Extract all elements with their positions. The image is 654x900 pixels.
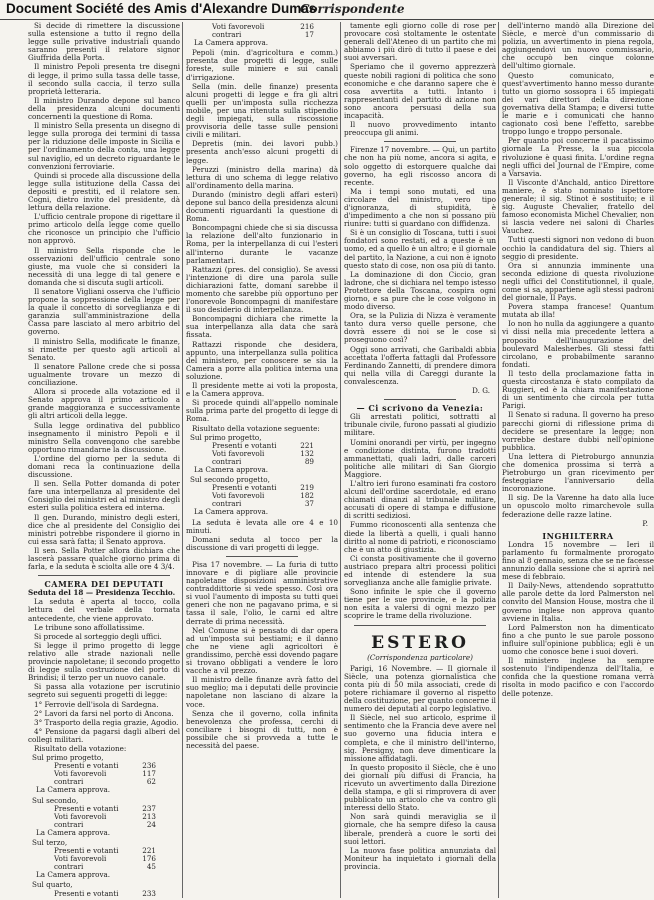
vote-block <box>28 797 180 837</box>
paragraph: Il ministro Pepoli presenta tre disegni di legge, il primo sulla tassa delle tasse, il secondo sulla caccia, il terzo sulla proprietà letteraria. <box>28 62 180 96</box>
paragraph: Il ministro Sella, modificate le finanze, si rimette per questo agli articoli al Senato. <box>28 336 180 362</box>
paragraph: dell'interno mandò alla Direzione del Siècle, e mercè d'un commissario di polizia, un avvertimento in piena regola, aggiungendovi un nuovo commissario, che occupò ben cinque colonne dell'ultimo giornale. <box>502 22 654 71</box>
vote-block <box>28 754 180 794</box>
paragraph: 1° Ferrovie dell'isola di Sardegna. <box>34 699 159 709</box>
paragraph: Nel Comune si è pensato di dar opera ad un'imposta sui bestiami; e il danno che ne viene agli agricoltori è grandissimo, perchè essi dovendo pagare si trovano obbligati a vendere le loro vacche a vil prezzo. <box>186 625 338 676</box>
paragraph: L'altro ieri furono esaminati fra costoro alcuni dell'ordine sacerdotale, ed erano chiamati dinanzi al tribunale militare, accusati di opere di stampa e diffusione di scritti sediziosi. <box>344 478 496 521</box>
paragraph: Gli arrestati politici, sottratti al tribunale civile, furono passati al giudizio militare. <box>344 412 496 438</box>
signature: D. G. <box>472 386 490 396</box>
vote-label: Presenti e votanti <box>212 440 277 450</box>
paragraph: Si è un consiglio di Toscana, tutti i suoi fondatori sono restati, ed a queste è un uomo, ed a quello è un altro; e il giornale del partito, la Nazione, a cui non è ignoto questo stato di cose, non osa più di tanto. <box>344 228 496 270</box>
vote-label: contrari <box>54 819 84 829</box>
paragraph: Il ministro Durando depone sul banco della presidenza alcuni documenti concernenti la questione di Roma. <box>28 95 180 122</box>
vote-result: La Camera approva. <box>194 464 269 474</box>
vote-label: Voti favorevoli <box>212 448 265 458</box>
section-divider <box>354 625 486 626</box>
vote-count: 221 <box>142 846 156 856</box>
paragraph: Il testo della proclamazione fatta in questa circostanza è stato compilato da Ruggieri, ed è la chiara manifestazione di un sentimento che circola per tutta Parigi. <box>502 368 654 411</box>
paragraph: Sono infinite le spie che il governo tiene per le sue provincie, e la polizia non esita a valersi di ogni mezzo per scoprire le trame della rivoluzione. <box>344 587 496 621</box>
paragraph: Il ministro Sella presenta un disegno di legge sulla proroga dei termini di tassa per la riduzione delle imposte in Sicilia e per l'ordinamento della conta, una legge sul naviglio, ed un decreto riguardante le convenzioni ferroviarie. <box>28 121 180 171</box>
paragraph: Il sen. Sella Potter allora dichiara che lascerà passare qualche giorno prima di farla, e la seduta è sciolta alle ore 4 3/4. <box>28 545 180 572</box>
column-3 <box>344 22 496 898</box>
vote-row <box>186 450 338 458</box>
paragraph: Durando (ministro degli affari esteri) depone sul banco della presidenza alcuni documenti riguardanti la questione di Roma. <box>186 189 338 224</box>
paragraph: Ma i tempi sono mutati, ed una circolare del ministro, vero tipo d'ignoranza, di stupidità, è d'impedimento a che non si possano più riunire: tutti si guardano con diffidenza. <box>344 186 496 229</box>
column-rule <box>182 22 183 898</box>
vote-label: contrari <box>54 862 84 872</box>
paragraph: Il Daily-News, attendendo soprattutto alle parole dette da lord Palmerston nel convito del Mansion House, mostra che il governo inglese non approva quanto avviene in Italia. <box>502 581 654 623</box>
paragraph: Questo comunicato, e quest'avvertimento hanno messo durante tutto un giorno sossopra i 65 impiegati dei vari direttori della direzione governativa della Stampa; e diversi tutte le marie e i comunicati che hanno cagionato così bene l'effetto, sarebbe troppo lungo e troppo personale. <box>502 70 654 137</box>
vote-row <box>186 23 338 31</box>
vote-count: 219 <box>300 483 314 493</box>
paragraph: 4° Pensione da pagarsi dagli alberi del collegi militari. <box>28 726 180 744</box>
column-4 <box>502 22 654 898</box>
session-line: Seduta del 18 — Presidenza Tecchio. <box>28 588 176 598</box>
paragraph: Boncompagni dichiara che rimette la sua interpellanza alla data che sarà fissata. <box>186 314 338 340</box>
paragraph: Sulla legge ordinativa del pubblico insegnamento il ministro Pepoli e il ministro Sella convengono che sarebbe opportuno rimandarne la discussione. <box>28 420 180 454</box>
vote-label: Presenti e votanti <box>212 483 277 493</box>
vote-block <box>186 476 338 516</box>
vote-count: 62 <box>146 777 156 787</box>
paragraph: Il ministro delle finanze avrà fatto del suo meglio; ma i deputati delle provincie napoletane non lasciano di alzare la voce. <box>186 675 338 709</box>
watermark: Document Société des Amis d'Alexandre Dumas <box>6 1 317 16</box>
vote-label: Voti favorevoli <box>54 769 107 779</box>
paragraph: Senza che il governo, colla infinita benevolenza che professa, cerchi di conciliare i bisogni di tutti, non è possibile che si provveda a tutte le necessità del paese. <box>186 708 338 750</box>
signature: P. <box>642 518 648 528</box>
vote-result: La Camera approva. <box>36 785 111 795</box>
section-heading: — Ci scrivono da Venezia: <box>356 403 484 414</box>
paragraph: Il sen. Sella Potter domanda di poter fare una interpellanza al presidente del Consiglio dei ministri ed al ministro degli esteri sulla politica estera ed interna. <box>28 479 180 513</box>
paragraph: Speriamo che il governo apprezzerà queste nobili ragioni di politica che sono economiche e che daranno sapere che è cosa avvertita a tutti. Intanto i rappresentanti del partito di azione non sono ancora persuasi della sua incapacità. <box>344 62 496 121</box>
paragraph: Io non ho nulla da aggiungere a quanto vi dissi nella mia precedente lettera a proposito dell'inaugurazione del boulevard Malesherbes. Gli stessi fatti circolano, e probabilmente saranno fondati. <box>502 319 654 369</box>
column-1 <box>28 22 180 898</box>
vote-row <box>186 492 338 500</box>
vote-intro: Risultato della votazione: <box>34 743 127 753</box>
vote-count: 132 <box>300 448 314 458</box>
vote-block <box>186 434 338 474</box>
section-divider <box>384 399 456 400</box>
paragraph: Lord Palmerston non ha dimenticato fino a che punto le sue parole possono influire sull'opinione pubblica; egli è un uomo che conosce bene i suoi doveri. <box>502 622 654 657</box>
paragraph: Si legge il primo progetto di legge relativo alle strade nazionali nelle provincie napoletane; il secondo progetto di legge sulla costruzione del porto di Brindisi; il terzo per un nuovo canale. <box>28 640 180 683</box>
vote-title: Sul quarto, <box>32 880 73 890</box>
vote-label: Voti favorevoli <box>212 22 265 31</box>
paragraph: Depretis (min. dei lavori pubb.) presenta anch'esso alcuni progetti di legge. <box>186 139 338 165</box>
vote-title: Sul primo progetto, <box>32 753 104 763</box>
paragraph: Il senatore Vigliani osserva che l'ufficio propone la soppressione della legge per la quale il concetto di sorveglianza e di garanzia sull'amministrazione della Cassa pare lasciato al mero arbitrio del governo. <box>28 287 180 337</box>
vote-title: Sul secondo progetto, <box>190 475 270 485</box>
paragraph: Boncompagni chiede che si sia discussa la relazione dell'alto funzionario in Roma, per la interpellanza di cui l'esteri all'interno durante le vacanze parlamentari. <box>186 223 338 265</box>
vote-label: contrari <box>212 456 242 466</box>
vote-row <box>28 855 180 863</box>
paragraph: Rattazzi risponde che desidera, appunto, una interpellanza sulla politica del ministero, per conoscere se sia la Camera a porre alla politica interna una soluzione. <box>186 339 338 381</box>
vote-intro: Risultato della votazione seguente: <box>192 423 320 433</box>
paragraph: Per quanto poi concerne il pacatissimo giornale La Presse, la sua piccola rivoluzione è quasi finita. L'ordine regna negli uffici del Journal de l'Empire, come a Varsavia. <box>502 136 654 178</box>
column-rule <box>340 22 341 898</box>
vote-label: Presenti e votanti <box>54 888 119 898</box>
vote-count: 17 <box>304 30 314 40</box>
vote-result: La Camera approva. <box>194 507 269 517</box>
paragraph: Il presidente mette ai voti la proposta, e la Camera approva. <box>186 381 338 399</box>
vote-result: La Camera approva. <box>36 827 111 837</box>
vote-title: Sul primo progetto, <box>190 432 262 442</box>
vote-count: 216 <box>300 22 314 31</box>
paragraph: Il gen. Durando, ministro degli esteri, dice che al presidente del Consiglio dei ministri potrebbe rispondere il giorno in cui essa sarà fatta; il Senato approva. <box>28 512 180 546</box>
section-divider <box>226 556 298 557</box>
paragraph: Fummo riconoscenti alla sentenza che diede la libertà a quelli, i quali hanno diritto al nome di patrioti, e riconosciamo che è un atto di giustizia. <box>344 520 496 554</box>
paragraph: Il sig. De la Varenne ha dato alla luce un opuscolo molto rimarchevole sulla federazione delle razze latine. <box>502 493 654 519</box>
paragraph: tamente egli giorno colle di rose per provocare così stoltamente le ostentate generali dell'Ateneo di un partito che mi abbiamo i più dirò di tutto il paese e dei suoi avversari. <box>344 22 496 63</box>
paragraph: Rattazzi (pres. del consiglio). Se avessi l'intenzione di dire una parola sulle dichiarazioni fatte, domani sarebbe il momento che sarebbe più opportuno per l'onorevole Boncompagni di manifestare il suo desiderio di interpellanza. <box>186 264 338 315</box>
paragraph: Pisa 17 novembre. — La furia di tutto innovare e di pigliare alle provincie napoletane disposizioni amministrative contraddittorie si vede spesso. Così ora si vuol l'aumento di imposta su tutti quei generi che non ne pagavano prima, e si tassa il sale, l'olio, le carni ed altre derrate di prima necessità. <box>186 559 338 626</box>
paragraph: Il ministro Sella risponde che le osservazioni dell'ufficio centrale sono giuste, ma vuole che si consideri la necessità di una legge di tal genere e domanda che si discuta sugli articoli. <box>28 245 180 287</box>
paragraph: 3° Trasporto della regia grazie, Agodio. <box>34 717 179 727</box>
vote-row <box>28 890 180 898</box>
vote-result: La Camera approva. <box>194 38 269 48</box>
paragraph: Firenze 17 novembre. — Qui, un partito che non ha più nome, ancora si agita, e solo oggetto di estorquere qualche dai governo, ha egli riscosso ancora di recente. <box>344 145 496 187</box>
paragraph: Pepoli (min. d'agricoltura e comm.) presenta due progetti di legge, sulle foreste, sulle miniere e sui canali d'irrigazione. <box>186 48 338 82</box>
paragraph: Tutti questi signori non vedono di buon occhio la candidatura del sig. Thiers al seggio di presidente. <box>502 235 654 261</box>
vote-block <box>186 23 338 47</box>
section-divider <box>384 141 456 142</box>
paragraph: Si decide di rimettere la discussione sulla estensione a tutto il regno della legge sulle privative industriali quando saranno presenti il relatore signor Giuffrida della Porta. <box>28 22 180 63</box>
paragraph: Quindi si procede alla discussione della legge sulla istituzione della Cassa dei depositi e prestiti, ed il relatore sen. Cogni, dietro invito del presidente, dà lettura della relazione. <box>28 170 180 213</box>
vote-count: 213 <box>142 811 156 821</box>
paragraph: L'ufficio centrale propone di rigettare il primo articolo della legge come quello che riconosce un principio che l'ufficio non approvò. <box>28 212 180 246</box>
paragraph: Il nuovo provvedimento intanto preoccupa gli animi. <box>344 120 496 138</box>
session-close: La seduta è levata alle ore 4 e 10 minuti. <box>186 517 338 535</box>
paragraph: 2° Lavori da farsi nel porto di Ancona. <box>34 708 174 718</box>
paragraph: L'ordine del giorno per la seduta di domani reca la continuazione della discussione. <box>28 453 180 480</box>
section-divider <box>38 575 170 576</box>
paragraph: Si procede al sorteggio degli uffici. <box>34 631 162 641</box>
paragraph: Il Visconte d'Anchald, antico Direttore maniere, è stato nominato ispettore generale; il sig. Stinot è sostituito; e il sig. Auguste Chevalier, fratello del famoso economista Michel Chevalier, non si lascia vedere nei saloni di Charles Vauchez. <box>502 177 654 236</box>
vote-count: 176 <box>142 854 156 864</box>
column-2 <box>186 22 338 898</box>
vote-count: 117 <box>142 769 156 779</box>
vote-label: contrari <box>212 30 242 40</box>
vote-label: Voti favorevoli <box>54 811 107 821</box>
estero-heading: ESTERO <box>371 632 469 653</box>
vote-title: Sul terzo, <box>32 838 68 847</box>
vote-label: Voti favorevoli <box>212 491 265 501</box>
paragraph: Il senatore Pallone crede che si possa ugualmente trovare un mezzo di conciliazione. <box>28 361 180 388</box>
paragraph: Si passa alla votazione per iscrutinio segreto sui seguenti progetti di legge: <box>28 682 180 700</box>
paragraph: Londra 15 novembre — Ieri il parlamento fu formalmente prorogato fino al 8 gennaio, senza che se ne facesse annunzio dalla sessione che si aprirà nel mese di febbraio. <box>502 539 654 582</box>
vote-count: 37 <box>304 499 314 509</box>
vote-count: 236 <box>142 761 156 771</box>
estero-subheading: (Corrispondenza particolare) <box>367 652 473 662</box>
vote-count: 45 <box>146 862 156 872</box>
column-rule <box>498 22 499 898</box>
paragraph: Non sarà quindi meraviglia se il giornale, che ha sempre difeso la causa liberale, prenderà a cuore le sorti dei suoi lettori. <box>344 812 496 846</box>
paragraph: La nuova fase politica annunziata dal Moniteur ha inquietato i giornali della provincia. <box>344 845 496 871</box>
paragraph: Uomini onorandi per virtù, per ingegno e condizione distinta, furono tradotti ammanettati, quali ladri, dalle carceri politiche alle militari di San Giorgio Maggiore. <box>344 437 496 479</box>
paragraph: La dominazione di don Ciccio, gran ladrone, che si dichiara nel tempo istesso Protettore della Toscana, cospira ogni giorno, e sa pure che le cose volgono in modo diverso. <box>344 269 496 312</box>
vote-count: 24 <box>146 819 156 829</box>
paragraph: In questo proposito il Siècle, che è uno dei giornali più diffusi di Francia, ha ricevuto un avvertimento dalla Direzione della stampa, e gli si rimprovera di aver pubblicato un articolo che va contro gli interessi dello Stato. <box>344 762 496 813</box>
paragraph: Allora si procede alla votazione ed il Senato approva il primo articolo a grande maggioranza e successivamente gli altri articoli della legge. <box>28 387 180 421</box>
paragraph: Il ministero inglese ha sempre sostenuto l'indipendenza dell'Italia, e confida che la questione romana verrà risolta in modo pacifico e con l'accordo delle potenze. <box>502 656 654 698</box>
vote-label: Voti favorevoli <box>54 854 107 864</box>
paragraph: Il Siècle, nel suo articolo, esprime il sentimento che la Francia deve avere nel suo governo una fiducia intera e completa, e che il ministro dell'interno, sig. Persigny, non deve dimenticare la missione affidatagli. <box>344 713 496 763</box>
vote-label: contrari <box>212 499 242 509</box>
paragraph: Ora si annunzia imminente una seconda edizione di questa rivoluzione negli uffici del Constitutionnel, il quale, come si sa, appartiene agli stessi padroni del giornale, Il Pays. <box>502 260 654 303</box>
vote-block <box>28 839 180 879</box>
paragraph: Sella (min. delle finanze) presenta alcuni progetti di legge e fra gli altri quelli per un'imposta sulla ricchezza mobile, per una ritenuta sulla stipendio degli impiegati, sulla riscossione provvisoria delle tasse sulle pensioni civili e militari. <box>186 81 338 140</box>
vote-title: Sul secondo, <box>32 795 79 805</box>
columns <box>6 22 654 898</box>
vote-row <box>28 813 180 821</box>
vote-label: Presenti e votanti <box>54 803 119 813</box>
section-heading: INGHILTERRA <box>542 530 614 541</box>
vote-block <box>28 881 180 897</box>
running-head: Corrispondente <box>300 2 405 16</box>
top-rule <box>0 19 654 20</box>
paragraph: Ora, se la Pulizia di Nizza è veramente tanto dura verso quelle persone, che dovrà essere di noi se le cose si proseguono così? <box>344 311 496 345</box>
paragraph: Povera stampa francese! Quantum mutata ab illa! <box>502 302 654 320</box>
vote-count: 233 <box>142 888 156 898</box>
vote-label: Presenti e votanti <box>54 846 119 856</box>
vote-label: Presenti e votanti <box>54 761 119 771</box>
paragraph: Ci consta positivamente che il governo austriaco prepara altri processi politici ed intende di estendere la sua sorveglianza anche alle famiglie private. <box>344 553 496 588</box>
paragraph: La seduta è aperta al tocco, colla lettura del verbale della tornata antecedente, che viene approvato. <box>28 597 180 623</box>
vote-label: contrari <box>54 777 84 787</box>
paragraph: Le tribune sono affollatissime. <box>34 622 145 632</box>
vote-result: La Camera approva. <box>36 870 111 880</box>
section-heading: CAMERA DEI DEPUTATI <box>44 579 164 590</box>
paragraph: Si procede quindi all'appello nominale sulla prima parte del progetto di legge di Roma. <box>186 398 338 424</box>
vote-count: 89 <box>304 456 314 466</box>
vote-count: 221 <box>300 440 314 450</box>
paragraph: Peruzzi (ministro della marina) dà lettura di uno schema di legge relativo all'ordinamento della marina. <box>186 164 338 190</box>
vote-row <box>28 770 180 778</box>
paragraph: Una lettera di Pietroburgo annunzia che domenica prossima si terrà a Pietroburgo un gran ricevimento per festeggiare l'anniversario della incoronazione. <box>502 451 654 494</box>
vote-count: 182 <box>300 491 314 501</box>
paragraph: Il Senato si raduna. Il governo ha preso parecchi giorni di riflessione prima di decidere se presentare la legge; non vorrebbe destare dubbi nell'opinione pubblica. <box>502 410 654 452</box>
next-session: Domani seduta al tocco per la discussione di vari progetti di legge. <box>186 534 338 552</box>
paragraph: Parigi, 16 Novembre. — Il giornale il Siècle, una potenza giornalistica che conta più di 50 mila associati, crede di potere richiamare il governo al rispetto della costituzione, per quanto concerne il numero dei deputati al corpo legislativo. <box>344 663 496 714</box>
vote-count: 237 <box>142 803 156 813</box>
paragraph: Oggi sono arrivati, che Garibaldi abbia accettata l'offerta fattagli dal Professore Ferdinando Zannetti, di prendere dimora qui nella villa di Careggi durante la convalescenza. <box>344 344 496 386</box>
